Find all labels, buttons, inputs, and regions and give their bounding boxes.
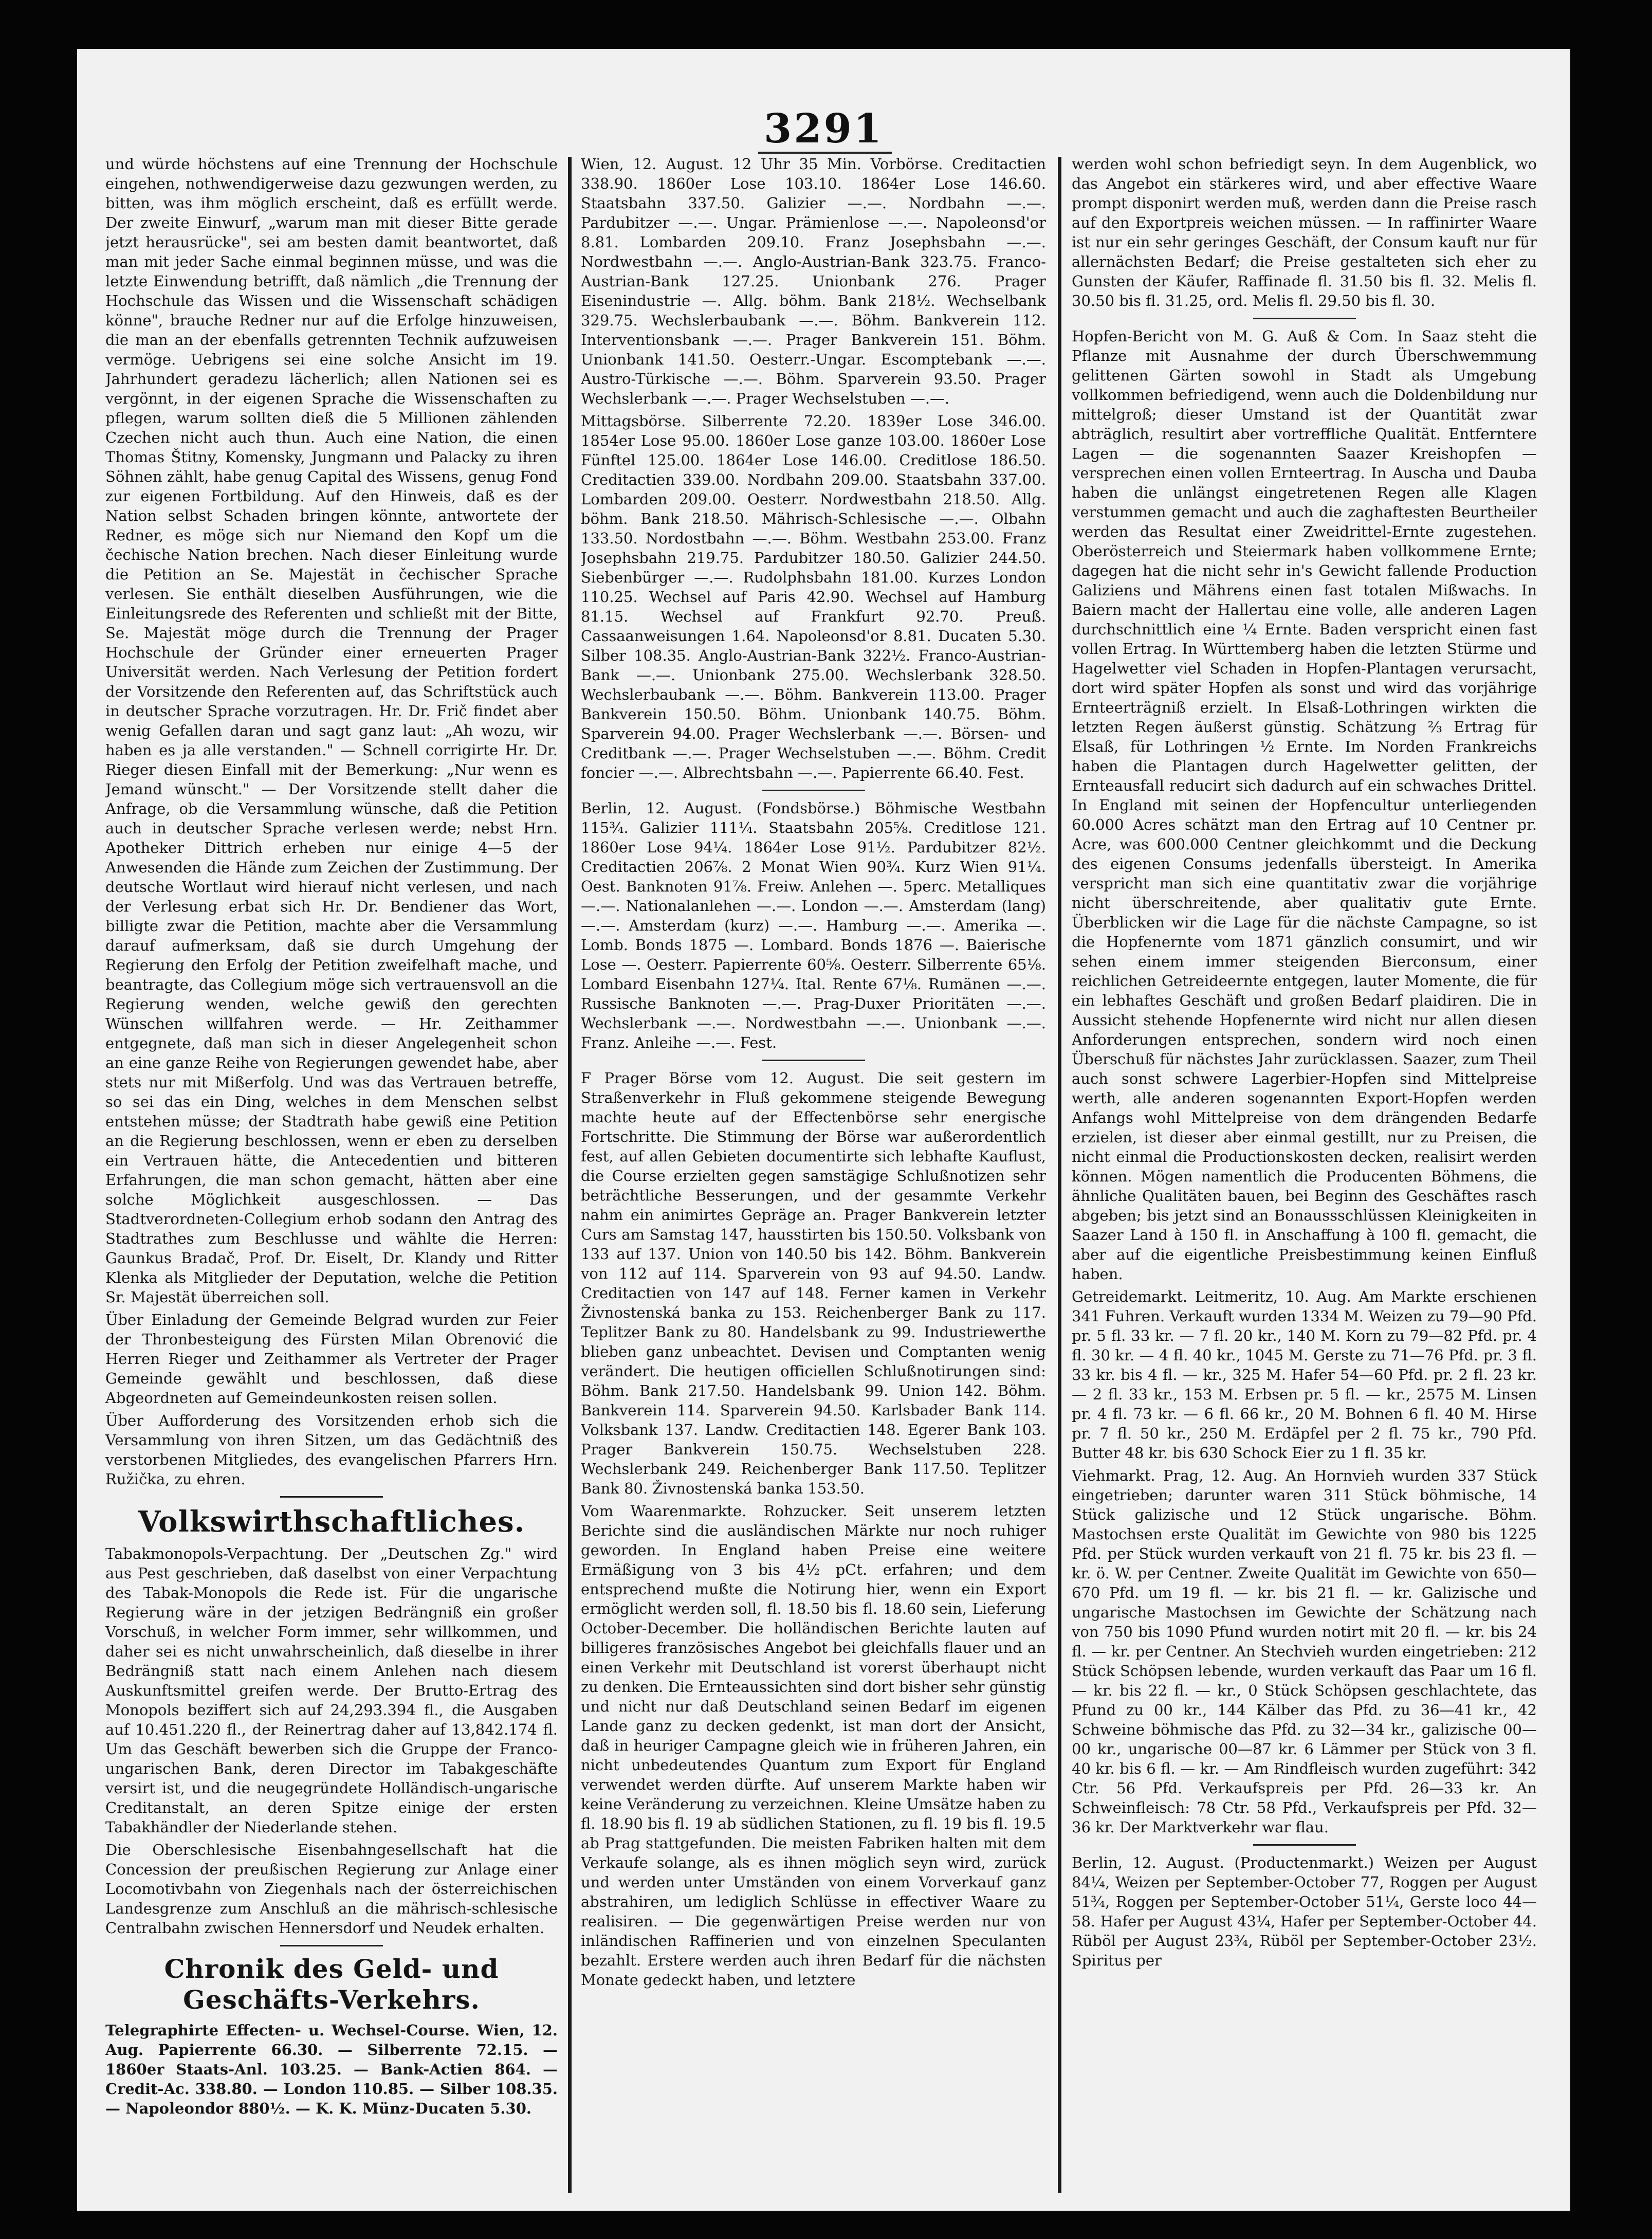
- article-paragraph: Tabakmonopols-Verpachtung. Der „Deutschen Zg." wird aus Pest geschrieben, daß daselbst von einer Verpachtung des Tabak-Monopols die Rede ist. Für die ungarische Regierung wäre in der jetzigen Bedrängniß ein großer Vorschuß, in welcher Form immer, sehr willkommen, und daher sei es nicht unwahrscheinlich, daß dieselbe in ihrer Bedrängniß statt nach einem Anlehen nach diesem Auskunftsmittel greifen werde. Der Brutto-Ertrag des Monopols beziffert sich auf 24,293.394 fl., die Ausgaben auf 10.451.220 fl., der Reinertrag daher auf 13,842.174 fl. Um das Geschäft bewerben sich die Gruppe der Franco-ungarischen Bank, deren Director im Tabakgeschäfte versirt ist, und die neugegründete Holländisch-ungarische Creditanstalt, an deren Spitze einige der ersten Tabakhändler der Niederlande stehen.: [105, 1545, 558, 1836]
- market-report: Wien, 12. August. 12 Uhr 35 Min. Vorbörse. Creditactien 338.90. 1860er Lose 103.10. 1864er Lose 146.60. Staatsbahn 337.50. Galizier —.—. Nordbahn —.—. Pardubitzer —.—. Ungar. Prämienlose —.—. Napoleonsd'or 8.81. Lombarden 209.10. Franz Josephsbahn —.—. Nordwestbahn —.—. Anglo-Austrian-Bank 323.75. Franco-Austrian-Bank 127.25. Unionbank 276. Prager Eisenindustrie —. Allg. böhm. Bank 218½. Wechselbank 329.75. Wechslerbaubank —.—. Böhm. Bankverein 112. Interventionsbank —.—. Prager Bankverein 151. Böhm. Unionbank 141.50. Oesterr.-Ungar. Escomptebank —.—. Austro-Türkische —.—. Böhm. Sparverein 93.50. Prager Wechslerbank —.—. Prager Wechselstuben —.—.: [581, 155, 1046, 407]
- section-divider: [280, 1496, 383, 1498]
- page-number: 3291: [763, 105, 884, 152]
- section-title-economy: Volkswirthschaftliches.: [138, 1505, 525, 1539]
- market-report: Vom Waarenmarkte. Rohzucker. Seit unserem letzten Berichte sind die ausländischen Märkte nur noch ruhiger geworden. In England haben Preise eine weitere Ermäßigung von 3 bis 4½ pCt. erfahren; und dem entsprechend mußte die Notirung hier, wenn ein Export ermöglicht werden soll, fl. 18.50 bis fl. 18.60 sein, Lieferung October-December. Die holländischen Berichte lauten auf billigeres französisches Angebot bei gleichfalls flauer und an einen Verkehr mit Deutschland ist vorerst überhaupt nicht zu denken. Die Ernteaussichten sind dort bisher sehr günstig und nicht nur daß Deutschland seinen Bedarf im eigenen Lande ganz zu decken gedenkt, ist man dort der Ansicht, daß in heuriger Campagne gleich wie in früheren Jahren, ein nicht unbedeutendes Quantum zum Export für England verwendet werden dürfte. Auf unserem Markte haben wir keine Veränderung zu verzeichnen. Kleine Umsätze haben zu fl. 18.90 bis fl. 19 ab südlichen Stationen, zu fl. 19 bis fl. 19.5 ab Prag stattgefunden. Die meisten Fabriken halten mit dem Verkaufe solange, als es ihnen möglich seyn wird, zurück und werden unter Umständen von einem Vorverkauf ganz abstrahiren, um lediglich Schlüsse in effectiver Waare zu realisiren. — Die gegenwärtigen Preise werden nur von inländischen Raffinerien und von einzelnen Speculanten bezahlt. Erstere werden auch ihren Bedarf für die nächsten Monate gedeckt haben, und letztere: [581, 1502, 1046, 1989]
- market-report: Mittagsbörse. Silberrente 72.20. 1839er Lose 346.00. 1854er Lose 95.00. 1860er Lose ganze 103.00. 1860er Lose Fünftel 125.00. 1864er Lose 146.00. Creditlose 186.50. Creditactien 339.00. Nordbahn 209.00. Staatsbahn 337.00. Lombarden 209.00. Oesterr. Nordwestbahn 218.50. Allg. böhm. Bank 218.50. Mährisch-Schlesische —.—. Olbahn 133.50. Nordostbahn —.—. Böhm. Westbahn 253.00. Franz Josephsbahn 219.75. Pardubitzer 180.50. Galizier 244.50. Siebenbürger —.—. Rudolphsbahn 181.00. Kurzes London 110.25. Wechsel auf Paris 42.90. Wechsel auf Hamburg 81.15. Wechsel auf Frankfurt 92.70. Preuß. Cassaanweisungen 1.64. Napoleonsd'or 8.81. Ducaten 5.30. Silber 108.35. Anglo-Austrian-Bank 322½. Franco-Austrian-Bank —.—. Unionbank 275.00. Wechslerbank 328.50. Wechslerbaubank —.—. Böhm. Bankverein 113.00. Prager Bankverein 150.50. Böhm. Unionbank 140.75. Böhm. Sparverein 94.00. Prager Wechslerbank —.—. Börsen- und Creditbank —.—. Prager Wechselstuben —.—. Böhm. Credit foncier —.—. Albrechtsbahn —.—. Papierrente 66.40. Fest.: [581, 412, 1046, 781]
- section-divider: [762, 1060, 865, 1061]
- article-paragraph: Über Aufforderung des Vorsitzenden erhob sich die Versammlung von ihren Sitzen, um das Gedächtniß des verstorbenen Mitgliedes, des evangelischen Pfarrers Hrn. Ružička, zu ehren.: [105, 1412, 558, 1488]
- column-right: [1072, 154, 1537, 2200]
- section-title-chronicle: Chronik des Geld- und Geschäfts-Verkehrs.: [164, 1954, 499, 2015]
- page-number-rule: [758, 152, 892, 154]
- telegraph-quotes: Telegraphirte Effecten- u. Wechsel-Course. Wien, 12. Aug. Papierrente 66.30. — Silberrente 72.15. — 1860er Staats-Anl. 103.25. — Bank-Actien 864. — Credit-Ac. 338.80. — London 110.85. — Silber 108.35. — Napoleondor 880½. — K. K. Münz-Ducaten 5.30.: [105, 2022, 558, 2117]
- article-paragraph: und würde höchstens auf eine Trennung der Hochschule eingehen, nothwendigerweise dazu gezwungen werden, zu bitten, was ihm möglich erscheint, daß es erfüllt werde. Der zweite Einwurf, „warum man mit dieser Bitte gerade jetzt herausrücke", sei am besten damit beantwortet, daß man mit jeder Sache einmal beginnen müsse, und was die letzte Einwendung betrifft, daß nämlich „die Trennung der Hochschule das Wissen und die Wissenschaft schädigen könne", brauche Redner nur auf die Erfolge hinzuweisen, die man an der ebenfalls getrennten Technik aufzuweisen vermöge. Uebrigens sei eine solche Ansicht im 19. Jahrhundert geradezu lächerlich; allen Nationen sei es vergönnt, in der eigenen Sprache die Wissenschaften zu pflegen, warum sollten dieß die 5 Millionen zählenden Czechen nicht auch thun. Auch eine Nation, die einen Thomas Štitny, Komensky, Jungmann und Palacky zu ihren Söhnen zählt, habe genug Capital des Wissens, genug Fond zur eigenen Fortbildung. Auf den Hinweis, daß es der Nation selbst Schaden bringen könnte, antwortete der Redner, es möge sich nur Niemand den Kopf um die čechische Nation brechen. Nach dieser Einleitung wurde die Petition an Se. Majestät in čechischer Sprache verlesen. Sie enthält dieselben Ausführungen, wie die Einleitungsrede des Referenten und schließt mit der Bitte, Se. Majestät möge durch die Trennung der Prager Hochschule der Gründer einer erneuerten Prager Universität werden. Nach Verlesung der Petition fordert der Vorsitzende den Referenten auf, das Schriftstück auch in deutscher Sprache vorzutragen. Hr. Dr. Frič findet aber wenig Gefallen daran und sagt ganz laut: „Ah wozu, wir haben es ja alle verstanden." — Schnell corrigirte Hr. Dr. Rieger diesen Einfall mit der Bemerkung: „Nur wenn es Jemand wünscht." — Der Vorsitzende stellt daher die Anfrage, ob die Versammlung wünsche, daß die Petition auch in deutscher Sprache verlesen werde; nebst Hrn. Apotheker Dittrich erheben nur einige 4—5 der Anwesenden die Hände zum Zeichen der Zustimmung. Der deutsche Wortlaut wird hierauf nicht verlesen, und nach der Verlesung erbat sich Hr. Dr. Bendiener das Wort, billigte zwar die Petition, machte aber die Versammlung darauf aufmerksam, daß sie durch Umgehung der Regierung den Erfolg der Petition zweifelhaft mache, und beantragte, das Collegium möge sich vertrauensvoll an die Regierung wenden, welche gewiß den gerechten Wünschen willfahren werde. — Hr. Zeithammer entgegnete, daß man sich in dieser Angelegenheit schon an eine ganze Reihe von Regierungen gewendet habe, aber stets nur mit Mißerfolg. Und was das Vertrauen betreffe, so sei das ein Ding, welches in dem Menschen selbst entstehen müsse; der Stadtrath habe gewiß eine Petition an die Regierung beschlossen, wenn er eben zu derselben ein Vertrauen hätte, die Antecedentien und bitteren Erfahrungen, die man schon gemacht, hätten aber eine solche Möglichkeit ausgeschlossen. — Das Stadtverordneten-Collegium erhob sodann den Antrag des Stadtrathes zum Beschlusse und wählte die Herren: Gaunkus Bradač, Prof. Dr. Eiselt, Dr. Klandy und Ritter Klenka als Mitglieder der Deputation, welche die Petition Sr. Majestät überreichen soll.: [105, 155, 558, 1306]
- market-report: Getreidemarkt. Leitmeritz, 10. Aug. Am Markte erschienen 341 Fuhren. Verkauft wurden 1334 M. Weizen zu 79—90 Pfd. pr. 5 fl. 33 kr. — 7 fl. 20 kr., 140 M. Korn zu 79—82 Pfd. pr. 4 fl. 30 kr. — 4 fl. 40 kr., 1045 M. Gerste zu 71—76 Pfd. pr. 3 fl. 33 kr. bis 4 fl. — kr., 325 M. Hafer 54—60 Pfd. pr. 2 fl. 23 kr. — 2 fl. 33 kr., 153 M. Erbsen pr. 5 fl. — kr., 2575 M. Linsen pr. 4 fl. 73 kr. — 6 fl. 66 kr., 20 M. Bohnen 6 fl. 40 M. Hirse pr. 7 fl. 50 kr., 250 M. Erdäpfel per 2 fl. 75 kr., 790 Pfd. Butter 48 kr. bis 630 Schock Eier zu 1 fl. 35 kr.: [1072, 1288, 1537, 1462]
- market-report: Berlin, 12. August. (Productenmarkt.) Weizen per August 84¼, Weizen per September-October 77, Roggen per August 51¾, Roggen per September-October 51¼, Gerste loco 44—58. Hafer per August 43¼, Hafer per September-October 44. Rüböl per August 23¾, Rüböl per September-October 23½. Spiritus per: [1072, 1854, 1537, 1969]
- article-paragraph: Über Einladung der Gemeinde Belgrad wurden zur Feier der Thronbesteigung des Fürsten Milan Obrenović die Herren Rieger und Zeithammer als Vertreter der Prager Gemeinde gewählt und beschlossen, daß diese Abgeordneten auf Gemeindeunkosten reisen sollen.: [105, 1311, 558, 1407]
- section-divider: [280, 1945, 383, 1946]
- market-report: werden wohl schon befriedigt seyn. In dem Augenblick, wo das Angebot ein stärkeres wird, und aber effective Waare prompt disponirt werden muß, werden dann die Preise rasch auf den Exportpreis weichen müssen. — In raffinirter Waare ist nur ein sehr geringes Geschäft, der Consum kauft nur für allernächsten Bedarf; die Preise gestalteten sich eher zu Gunsten der Käufer, Raffinade fl. 31.50 bis fl. 32. Melis fl. 30.50 bis fl. 31.25, ord. Melis fl. 29.50 bis fl. 30.: [1072, 155, 1537, 310]
- section-divider: [1253, 318, 1356, 319]
- newspaper-page: [77, 49, 1570, 2211]
- column-divider: [1058, 157, 1061, 2193]
- market-report: Viehmarkt. Prag, 12. Aug. An Hornvieh wurden 337 Stück eingetrieben; darunter waren 311 Stück böhmische, 14 Stück galizische und 12 Stück ungarische. Böhm. Mastochsen erste Qualität im Gewichte von 980 bis 1225 Pfd. per Stück wurden verkauft von 21 fl. 75 kr. bis 23 fl. — kr. ö. W. per Centner. Zweite Qualität im Gewichte von 650—670 Pfd. um 19 fl. — kr. bis 21 fl. — kr. Galizische und ungarische Mastochsen im Gewichte der Schätzung nach von 750 bis 1090 Pfund wurden notirt mit 20 fl. — kr. bis 24 fl. — kr. per Centner. An Stechvieh wurden eingetrieben: 212 Stück Schöpsen lebende, wurden verkauft das Paar um 16 fl. — kr. bis 22 fl. — kr., 0 Stück Schöpsen geschlachtete, das Pfund zu 00 kr., 144 Kälber das Pfd. zu 36—41 kr., 42 Schweine böhmische das Pfd. zu 32—34 kr., galizische 00—00 kr., ungarische 00—87 kr. 6 Lämmer per Stück von 3 fl. 40 kr. bis 6 fl. — kr. — Am Rindfleisch wurden zugeführt: 342 Ctr. 56 Pfd. Verkaufspreis per Pfd. 26—33 kr. An Schweinfleisch: 78 Ctr. 58 Pfd., Verkaufspreis per Pfd. 32—36 kr. Der Marktverkehr war flau.: [1072, 1467, 1537, 1836]
- section-divider: [1253, 1844, 1356, 1846]
- market-report: Berlin, 12. August. (Fondsbörse.) Böhmische Westbahn 115¾. Galizier 111¼. Staatsbahn 205⅝. Creditlose 121. 1860er Lose 94¼. 1864er Lose 91½. Pardubitzer 82½. Creditactien 206⅞. 2 Monat Wien 90¾. Kurz Wien 91¼. Oest. Banknoten 91⅞. Freiw. Anlehen —. 5perc. Metalliques —.—. Nationalanlehen —.—. London —.—. Amsterdam (lang) —.—. Amsterdam (kurz) —.—. Hamburg —.—. Amerika —. Lomb. Bonds 1875 —. Lombard. Bonds 1876 —. Baierische Lose —. Oesterr. Papierrente 60⅝. Oesterr. Silberrente 65⅛. Lombard Eisenbahn 127¼. Ital. Rente 67⅛. Rumänen —.—. Russische Banknoten —.—. Prag-Duxer Prioritäten —.—. Wechslerbank —.—. Nordwestbahn —.—. Unionbank —.—. Franz. Anleihe —.—. Fest.: [581, 799, 1046, 1051]
- section-divider: [762, 790, 865, 791]
- article-paragraph: Die Oberschlesische Eisenbahngesellschaft hat die Concession der preußischen Regierung zur Anlage einer Locomotivbahn von Ziegenhals nach der österreichischen Landesgrenze zum Anschluß an die mährisch-schlesische Centralbahn zwischen Hennersdorf und Neudek erhalten.: [105, 1841, 558, 1937]
- market-report: F Prager Börse vom 12. August. Die seit gestern im Straßenverkehr in Fluß gekommene steigende Bewegung machte heute auf der Effectenbörse sehr energische Fortschritte. Die Stimmung der Börse war außerordentlich fest, auf allen Gebieten documentirte sich lebhafte Kauflust, die Course erzielten gegen samstägige Schlußnotizen sehr beträchtliche Besserungen, und der gesammte Verkehr nahm ein animirtes Gepräge an. Prager Bankverein letzter Curs am Samstag 147, hausstirten bis 150.50. Volksbank von 133 auf 137. Union von 140.50 bis 142. Böhm. Bankverein von 112 auf 114. Sparverein von 93 auf 94.50. Landw. Creditactien von 147 auf 148. Ferner kamen in Verkehr Živnostenská banka zu 153. Reichenberger Bank zu 117. Teplitzer Bank zu 80. Handelsbank zu 99. Industriewerthe blieben ganz unbeachtet. Devisen und Comptanten wenig verändert. Die heutigen officiellen Schlußnotirungen sind: Böhm. Bank 217.50. Handelsbank 99. Union 142. Böhm. Bankverein 114. Sparverein 94.50. Karlsbader Bank 114. Volksbank 137. Landw. Creditactien 148. Egerer Bank 103. Prager Bankverein 150.75. Wechselstuben 228. Wechslerbank 249. Reichenberger Bank 117.50. Teplitzer Bank 80. Živnostenská banka 153.50.: [581, 1069, 1046, 1497]
- column-divider: [568, 157, 572, 2193]
- column-left: [105, 154, 558, 2200]
- market-report: Hopfen-Bericht von M. G. Auß & Com. In Saaz steht die Pflanze mit Ausnahme der durch Überschwemmung gelittenen Gärten sowohl in Stadt als Umgebung vollkommen befriedigend, wenn auch die Doldenbildung nur mittelgroß; dieser Umstand ist der Quantität zwar abträglich, resultirt aber vortreffliche Qualität. Entferntere Lagen — die sogenannten Saazer Kreishopfen — versprechen einen vollen Ernteertrag. In Auscha und Dauba haben die unlängst eingetretenen Regen alle Klagen verstummen gemacht und auch die zaghaftesten Beurtheiler werden das Resultat einer Zweidrittel-Ernte zugestehen. Oberösterreich und Steiermark haben vollkommene Ernte; dagegen hat die nicht sehr in's Gewicht fallende Production Galiziens und Mährens einen fast totalen Mißwachs. In Baiern macht der Hallertau eine volle, alle anderen Lagen durchschnittlich eine ¼ Ernte. Baden verspricht einen fast vollen Ertrag. In Württemberg haben die letzten Stürme und Hagelwetter viel Schaden in Hopfen-Plantagen verursacht, dort wird später Hopfen als sonst und wird das vorjährige Ernteerträgniß erzielt. In Elsaß-Lothringen wirkten die letzten Regen äußerst günstig. Schätzung ⅔ Ertrag für Elsaß, für Lothringen ½ Ernte. Im Norden Frankreichs haben die Plantagen durch Hagelwetter gelitten, der Ernteausfall reducirt sich dadurch auf ein schwaches Drittel. In England mit seinen der Hopfencultur unterliegenden 60.000 Acres schätzt man den Ertrag auf 10 Centner pr. Acre, was 600.000 Centner gleichkommt und die Deckung des eigenen Consums jedenfalls übersteigt. In Amerika verspricht man sich eine quantitativ zwar die vorjährige nicht überschreitende, aber qualitativ gute Ernte. Überblicken wir die Lage für die nächste Campagne, so ist die Hopfenernte vom 1871 gänzlich consumirt, und wir sehen einem immer steigenden Bierconsum, einer reichlichen Getreideernte entgegen, lauter Momente, die für ein lebhaftes Geschäft und großen Bedarf plaidiren. Die in Aussicht stehende Hopfenernte wird nicht nur allen diesen Anforderungen entsprechen, sondern wird noch einen Überschuß für nächstes Jahr zurücklassen. Saazer, zum Theil auch sonst schwere Lagerbier-Hopfen sind Mittelpreise werth, alle anderen sogenannten Export-Hopfen werden Anfangs wohl Mittelpreise von dem drängenden Bedarfe erzielen, ist dieser aber einmal gestillt, nur zu Preisen, die nicht einmal die Productionskosten decken, realisirt werden können. Mögen namentlich die Producenten Böhmens, die ähnliche Qualitäten bauen, bei Beginn des Geschäftes rasch abgeben; bis jetzt sind an Bonaussschlüssen Kleinigkeiten in Saazer Land à 150 fl. in Anschaffung à 100 fl. gemacht, die aber auf die eigentliche Preisbestimmung keinen Einfluß haben.: [1072, 327, 1537, 1283]
- column-middle: [581, 154, 1046, 2200]
